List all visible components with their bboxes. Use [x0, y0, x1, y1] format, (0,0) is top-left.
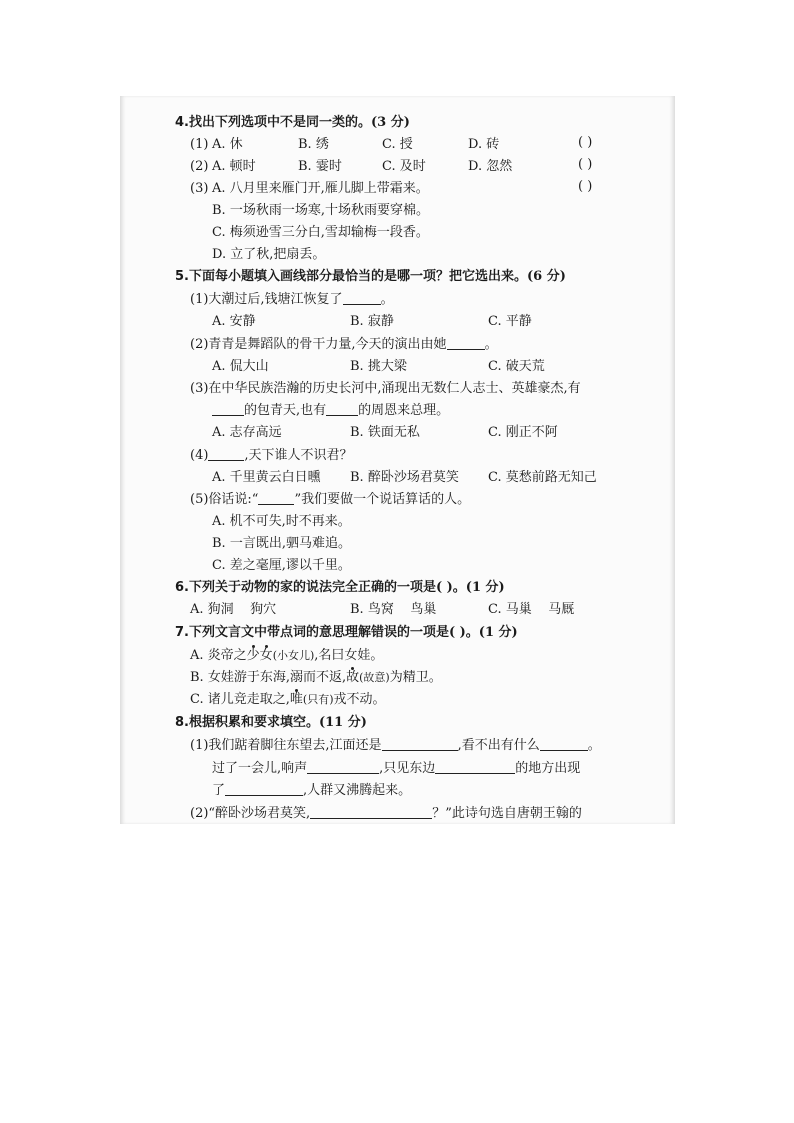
q5-3-blank-2[interactable]: [326, 402, 358, 416]
q4-2-answer-paren[interactable]: ( ): [578, 157, 593, 172]
q4-2-number: (2): [190, 159, 209, 174]
q5-5-blank[interactable]: [258, 491, 294, 505]
q4-3-option-c: C. 梅须逊雪三分白,雪却输梅一段香。: [212, 225, 429, 240]
q4-1-option-d: D. 砖: [468, 137, 500, 152]
q5-4-option-b: B. 醉卧沙场君莫笑: [350, 470, 459, 485]
q4-3-option-b: B. 一场秋雨一场寒,十场秋雨要穿棉。: [212, 203, 429, 218]
q4-2-option-b: B. 霎时: [298, 159, 342, 174]
q8-2-blank-1[interactable]: [310, 805, 432, 819]
q5-4-stem: (4) ,天下谁人不识君？: [190, 448, 353, 463]
dotted-word: 女: [259, 648, 273, 663]
q4-2-option-a: A. 顿时: [212, 159, 256, 174]
q5-3-option-a: A. 志存高远: [212, 425, 282, 440]
q5-heading: 5.下面每小题填入画线部分最恰当的是哪一项？把它选出来。(6 分): [175, 269, 566, 284]
q5-1-stem: (1)大潮过后,钱塘江恢复了 。: [190, 292, 394, 307]
q4-2-option-c: C. 及时: [382, 159, 426, 174]
q4-3-answer-paren[interactable]: ( ): [578, 179, 593, 194]
q5-5-option-c: C. 差之毫厘,谬以千里。: [212, 558, 351, 573]
q4-3-number: (3): [190, 181, 209, 196]
q5-2-blank[interactable]: [447, 336, 485, 350]
q6-option-a: A. 狗洞 狗穴: [190, 602, 277, 617]
q8-1-line3: 了 ,人群又沸腾起来。: [212, 783, 412, 798]
q8-2-line1: (2)“醉卧沙场君莫笑, ？”此诗句选自唐朝王翰的: [190, 806, 582, 821]
q5-5-option-b: B. 一言既出,驷马难追。: [212, 536, 351, 551]
dotted-word: 唯: [289, 692, 303, 707]
q4-1-number: (1): [190, 137, 209, 152]
q6-heading: 6.下列关于动物的家的说法完全正确的一项是( )。(1 分): [175, 580, 505, 595]
q4-3-option-a: A. 八月里来雁门开,雁儿脚上带霜来。: [212, 181, 429, 196]
q5-3-option-b: B. 铁面无私: [350, 425, 420, 440]
q5-2-option-c: C. 破天荒: [488, 359, 545, 374]
q7-heading: 7.下列文言文中带点词的意思理解错误的一项是( )。(1 分): [175, 625, 518, 640]
q8-1-blank-2[interactable]: [540, 737, 588, 751]
q5-4-option-a: A. 千里黄云白日曛: [212, 470, 321, 485]
q4-heading: 4.找出下列选项中不是同一类的。(3 分): [175, 115, 410, 130]
q5-3-blank-1[interactable]: [212, 402, 244, 416]
q7-option-b: B. 女娃游于东海,溺而不返,故(故意)为精卫。: [190, 670, 442, 685]
q5-1-option-c: C. 平静: [488, 314, 532, 329]
q7-option-a: A. 炎帝之少女(小女儿),名曰女娃。: [190, 648, 384, 663]
q5-1-option-b: B. 寂静: [350, 314, 394, 329]
q5-5-option-a: A. 机不可失,时不再来。: [212, 514, 351, 529]
dotted-word: 故: [346, 670, 360, 685]
q5-1-option-a: A. 安静: [212, 314, 256, 329]
q5-1-blank[interactable]: [343, 291, 381, 305]
q8-1-line1: (1)我们踮着脚往东望去,江面还是 ,看不出有什么 。: [190, 738, 601, 753]
q4-2-option-d: D. 忽然: [468, 159, 513, 174]
q5-3-stem-line1: (3)在中华民族浩瀚的历史长河中,涌现出无数仁人志士、英雄豪杰,有: [190, 381, 581, 396]
q5-2-stem: (2)青青是舞蹈队的骨干力量,今天的演出由她 。: [190, 337, 498, 352]
q8-1-line2: 过了一会儿,响声 ,只见东边 的地方出现: [212, 761, 581, 776]
q4-1-option-a: A. 休: [212, 137, 243, 152]
q7-option-c: C. 诸儿竞走取之,唯(只有)戎不动。: [190, 692, 386, 707]
q8-1-blank-5[interactable]: [225, 782, 303, 796]
q8-heading: 8.根据积累和要求填空。(11 分): [175, 715, 367, 730]
dotted-word: 少: [246, 648, 260, 663]
q6-option-c: C. 马巢 马厩: [488, 602, 575, 617]
q5-3-option-c: C. 刚正不阿: [488, 425, 558, 440]
q8-1-blank-4[interactable]: [435, 760, 515, 774]
q5-4-option-c: C. 莫愁前路无知己: [488, 470, 597, 485]
q5-3-stem-line2: 的包青天,也有 的周恩来总理。: [212, 402, 449, 420]
q4-1-option-b: B. 绣: [298, 137, 329, 152]
q5-2-option-b: B. 挑大梁: [350, 359, 407, 374]
q8-1-blank-3[interactable]: [307, 760, 379, 774]
q5-2-option-a: A. 侃大山: [212, 359, 269, 374]
q5-5-stem: (5)俗话说:“ ”我们要做一个说话算话的人。: [190, 492, 471, 507]
q5-4-blank[interactable]: [208, 447, 244, 461]
q4-1-option-c: C. 授: [382, 137, 413, 152]
q8-1-blank-1[interactable]: [382, 737, 458, 751]
q4-3-option-d: D. 立了秋,把扇丢。: [212, 247, 326, 262]
q6-option-b: B. 鸟窝 鸟巢: [350, 602, 437, 617]
q4-1-answer-paren[interactable]: ( ): [578, 135, 593, 150]
